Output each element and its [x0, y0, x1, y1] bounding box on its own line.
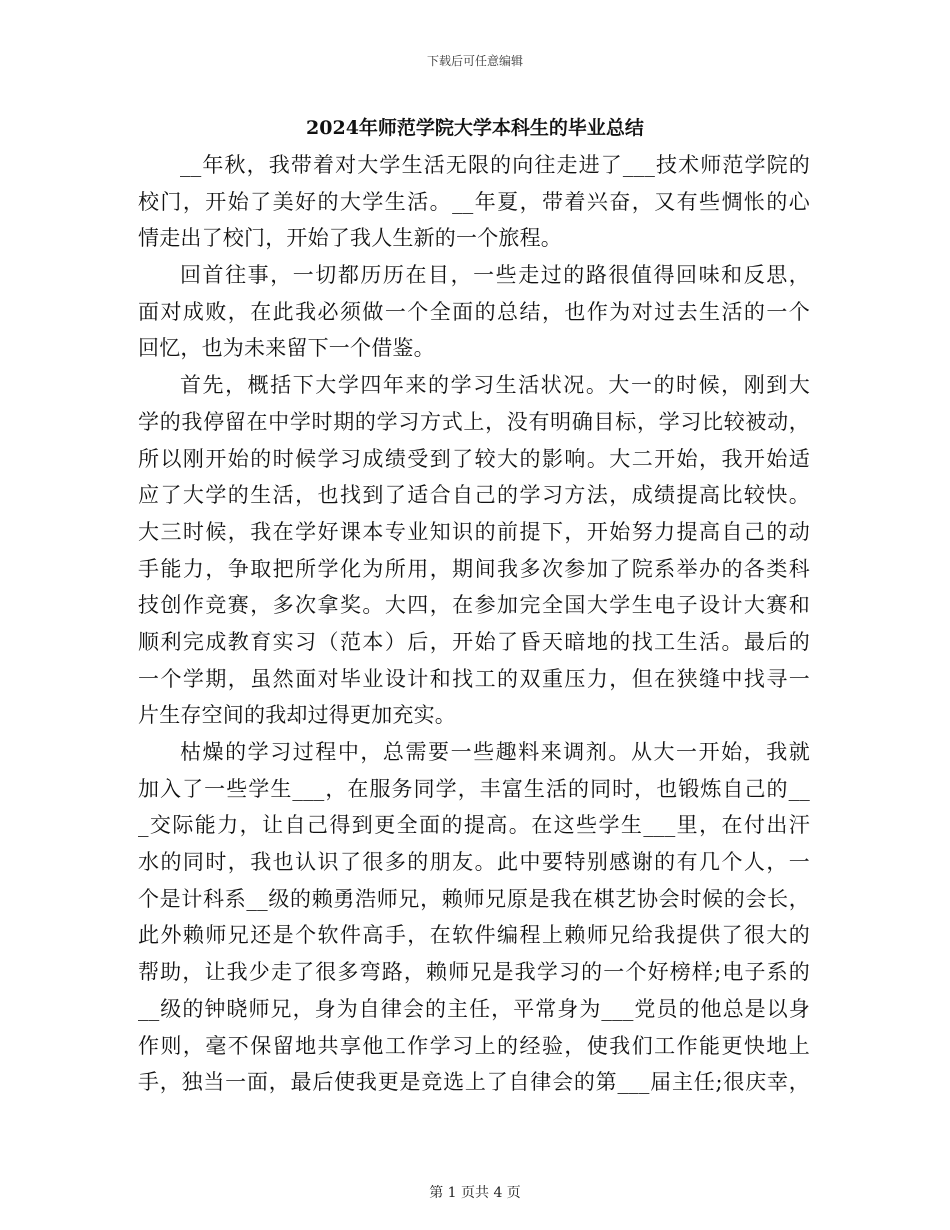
text-line: 顺利完成教育实习（范本）后，开始了昏天暗地的找工生活。最后的: [138, 629, 810, 654]
paragraph-1: [138, 147, 810, 257]
text-line: 所以刚开始的时候学习成绩受到了较大的影响。大二开始，我开始适: [138, 446, 810, 471]
text-line: 回首往事，一切都历历在目，一些走过的路很值得回味和反思，: [180, 263, 810, 288]
text-line: 技创作竞赛，多次拿奖。大四，在参加完全国大学生电子设计大赛和: [138, 593, 810, 618]
paragraph-2: [138, 257, 810, 367]
text-line: 情走出了校门，开始了我人生新的一个旅程。: [138, 226, 562, 251]
paragraph-3: [138, 367, 810, 734]
text-line: 学的我停留在中学时期的学习方式上，没有明确目标，学习比较被动，: [138, 409, 810, 434]
text-line: 个是计科系__级的赖勇浩师兄，赖师兄原是我在棋艺协会时候的会长，: [138, 886, 810, 911]
text-line: __级的钟晓师兄，身为自律会的主任，平常身为___党员的他总是以身: [138, 996, 810, 1021]
document-title: 2024年师范学院大学本科生的毕业总结: [306, 117, 644, 139]
text-line: 水的同时，我也认识了很多的朋友。此中要特别感谢的有几个人，一: [138, 850, 810, 875]
text-line: 首先，概括下大学四年来的学习生活状况。大一的时候，刚到大: [180, 373, 810, 398]
text-line: 加入了一些学生___，在服务同学，丰富生活的同时，也锻炼自己的__: [138, 776, 810, 801]
page-header-note: 下载后可任意编辑: [426, 54, 523, 68]
paragraph-4: [138, 734, 810, 1101]
text-line: 手，独当一面，最后使我更是竞选上了自律会的第___届主任;很庆幸，: [138, 1070, 810, 1095]
text-line: 作则，毫不保留地共享他工作学习上的经验，使我们工作能更快地上: [138, 1033, 810, 1058]
text-line: 片生存空间的我却过得更加充实。: [138, 703, 456, 728]
text-line: 面对成败，在此我必须做一个全面的总结，也作为对过去生活的一个: [138, 299, 810, 324]
text-line: 大三时候，我在学好课本专业知识的前提下，开始努力提高自己的动: [138, 519, 810, 544]
page-number: 第 1 页共 4 页: [429, 1185, 521, 1201]
text-line: __年秋，我带着对大学生活无限的向往走进了___技术师范学院的: [180, 153, 810, 177]
text-line: 应了大学的生活，也找到了适合自己的学习方法，成绩提高比较快。: [138, 483, 810, 508]
text-line: 此外赖师兄还是个软件高手，在软件编程上赖师兄给我提供了很大的: [138, 923, 810, 948]
text-line: 枯燥的学习过程中，总需要一些趣料来调剂。从大一开始，我就: [180, 740, 810, 764]
text-line: _交际能力，让自己得到更全面的提高。在这些学生___里，在付出汗: [138, 813, 810, 838]
text-line: 帮助，让我少走了很多弯路，赖师兄是我学习的一个好榜样;电子系的: [138, 960, 810, 985]
text-line: 回忆，也为未来留下一个借鉴。: [138, 336, 435, 361]
text-line: 一个学期，虽然面对毕业设计和找工的双重压力，但在狭缝中找寻一: [138, 666, 810, 691]
document-body: [138, 147, 810, 1101]
text-line: 校门，开始了美好的大学生活。__年夏，带着兴奋，又有些惆怅的心: [138, 189, 810, 214]
text-line: 手能力，争取把所学化为所用，期间我多次参加了院系举办的各类科: [138, 556, 810, 581]
